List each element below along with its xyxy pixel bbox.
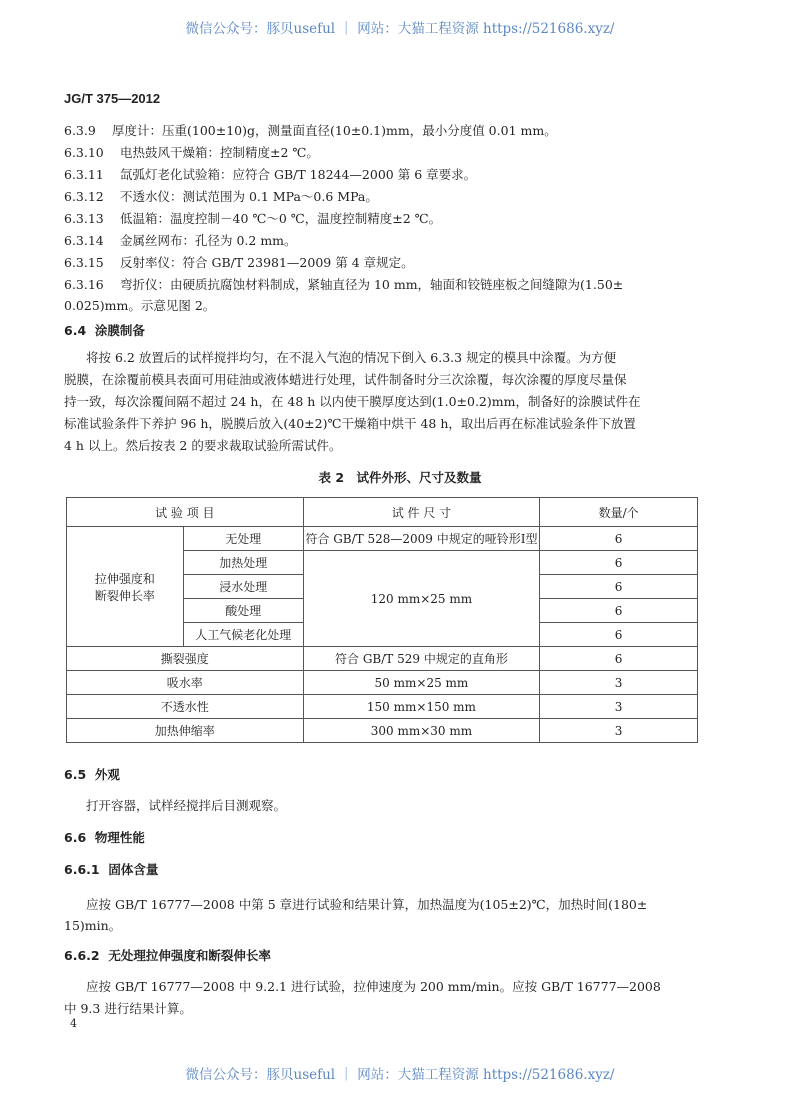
item-text: 反射率仪：符合 GB/T 23981—2009 第 4 章规定。 <box>120 255 414 270</box>
section-6-6-1-heading <box>64 861 158 879</box>
section-6-6-2-heading <box>64 947 271 965</box>
cell-item: 酸处理 <box>183 599 303 623</box>
cell-item: 吸水率 <box>67 671 304 695</box>
list-item <box>64 144 319 162</box>
cell-size: 符合 GB/T 529 中规定的直角形 <box>303 647 540 671</box>
cell-qty: 6 <box>540 647 698 671</box>
section-title: 无处理拉伸强度和断裂伸长率 <box>108 948 271 963</box>
cell-size-merged: 120 mm×25 mm <box>303 551 540 647</box>
cell-item: 人工气候老化处理 <box>183 623 303 647</box>
item-number: 6.3.9 <box>64 123 96 138</box>
item-text: 金属丝网布：孔径为 0.2 mm。 <box>120 233 297 248</box>
header-test-item: 试 验 项 目 <box>67 498 304 527</box>
item-number: 6.3.12 <box>64 189 104 204</box>
cell-qty: 6 <box>540 527 698 551</box>
group-label-line: 拉伸强度和 <box>94 571 155 586</box>
item-text: 弯折仪：由硬质抗腐蚀材料制成，紧轴直径为 10 mm，轴面和铰链座板之间缝隙为(1.50± <box>120 277 624 292</box>
watermark-top: 微信公众号：豚贝useful ｜ 网站：大猫工程资源 https://521686.xyz/ <box>185 21 615 37</box>
para-line: 中 9.3 进行结果计算。 <box>64 1001 192 1016</box>
para-line: 应按 GB/T 16777—2008 中 9.2.1 进行试验，拉伸速度为 200 mm/min。应按 GB/T 16777—2008 <box>86 979 661 994</box>
cell-size: 300 mm×30 mm <box>303 719 540 743</box>
item-number: 6.3.14 <box>64 233 104 248</box>
list-item <box>64 122 557 140</box>
item-text: 低温箱：温度控制－40 ℃～0 ℃，温度控制精度±2 ℃。 <box>120 211 442 226</box>
table-row <box>67 527 698 551</box>
item-text: 电热鼓风干燥箱：控制精度±2 ℃。 <box>120 145 319 160</box>
watermark-bottom: 微信公众号：豚贝useful ｜ 网站：大猫工程资源 https://521686.xyz/ <box>185 1067 615 1083</box>
list-item <box>64 166 476 184</box>
para-line: 4 h 以上。然后按表 2 的要求裁取试验所需试件。 <box>64 438 342 453</box>
section-title: 外观 <box>94 767 120 782</box>
table-row <box>67 695 698 719</box>
item-number: 6.3.16 <box>64 277 104 292</box>
cell-item: 撕裂强度 <box>67 647 304 671</box>
cell-item: 无处理 <box>183 527 303 551</box>
section-title: 固体含量 <box>108 862 159 877</box>
section-number: 6.6.1 <box>64 862 100 877</box>
cell-qty: 6 <box>540 599 698 623</box>
cell-item: 加热伸缩率 <box>67 719 304 743</box>
section-6-4-heading <box>64 322 145 340</box>
table-row <box>67 647 698 671</box>
table-row <box>67 719 698 743</box>
list-item <box>64 188 378 206</box>
cell-qty: 6 <box>540 623 698 647</box>
table-row <box>67 671 698 695</box>
cell-qty: 3 <box>540 671 698 695</box>
cell-item: 不透水性 <box>67 695 304 719</box>
cell-qty: 3 <box>540 695 698 719</box>
item-number: 6.3.15 <box>64 255 104 270</box>
section-6-5-heading <box>64 766 120 784</box>
cell-size: 符合 GB/T 528—2009 中规定的哑铃形Ⅰ型 <box>303 527 540 551</box>
cell-item: 浸水处理 <box>183 575 303 599</box>
standard-number: JG/T 375—2012 <box>64 91 161 106</box>
group-label <box>67 527 184 647</box>
item-number: 6.3.10 <box>64 145 104 160</box>
section-number: 6.5 <box>64 767 87 782</box>
list-item <box>64 232 297 250</box>
list-item <box>64 276 623 294</box>
section-title: 涂膜制备 <box>94 323 145 338</box>
para-line: 应按 GB/T 16777—2008 中第 5 章进行试验和结果计算，加热温度为(105±2)℃，加热时间(180± <box>86 897 648 912</box>
page-number: 4 <box>70 1017 77 1030</box>
section-number: 6.6 <box>64 830 87 845</box>
cell-size: 150 mm×150 mm <box>303 695 540 719</box>
table-caption: 表 2 试件外形、尺寸及数量 <box>318 470 482 485</box>
item-text: 氙弧灯老化试验箱：应符合 GB/T 18244—2000 第 6 章要求。 <box>120 167 477 182</box>
table-header-row <box>67 498 698 527</box>
header-specimen-size: 试 件 尺 寸 <box>303 498 540 527</box>
cell-size: 50 mm×25 mm <box>303 671 540 695</box>
list-item <box>64 210 441 228</box>
cell-qty: 3 <box>540 719 698 743</box>
specimen-table <box>66 497 698 743</box>
item-6-3-16-continuation: 0.025)mm。示意见图 2。 <box>64 298 216 313</box>
section-6-6-heading <box>64 829 145 847</box>
para-line: 15)min。 <box>64 918 122 933</box>
item-text: 不透水仪：测试范围为 0.1 MPa～0.6 MPa。 <box>120 189 378 204</box>
para-line: 标准试验条件下养护 96 h，脱膜后放入(40±2)℃干燥箱中烘干 48 h，取出后再在标准试验条件下放置 <box>64 416 636 431</box>
item-text: 厚度计：压重(100±10)g，测量面直径(10±0.1)mm，最小分度值 0.01 mm。 <box>112 123 557 138</box>
para-line: 将按 6.2 放置后的试样搅拌均匀，在不混入气泡的情况下倒入 6.3.3 规定的模具中涂覆。为方便 <box>86 350 617 365</box>
group-label-line: 断裂伸长率 <box>94 588 155 603</box>
section-number: 6.6.2 <box>64 948 100 963</box>
section-title: 物理性能 <box>94 830 145 845</box>
para-line: 持一致，每次涂覆间隔不超过 24 h，在 48 h 以内使干膜厚度达到(1.0±0.2)mm，制备好的涂膜试件在 <box>64 394 641 409</box>
header-quantity: 数量/个 <box>540 498 698 527</box>
section-number: 6.4 <box>64 323 87 338</box>
list-item <box>64 254 414 272</box>
item-number: 6.3.11 <box>64 167 104 182</box>
para-line: 脱膜，在涂覆前模具表面可用硅油或液体蜡进行处理，试件制备时分三次涂覆，每次涂覆的厚度尽量保 <box>64 372 627 387</box>
para-line: 打开容器，试样经搅拌后目测观察。 <box>86 798 287 813</box>
item-number: 6.3.13 <box>64 211 104 226</box>
cell-item: 加热处理 <box>183 551 303 575</box>
cell-qty: 6 <box>540 551 698 575</box>
cell-qty: 6 <box>540 575 698 599</box>
